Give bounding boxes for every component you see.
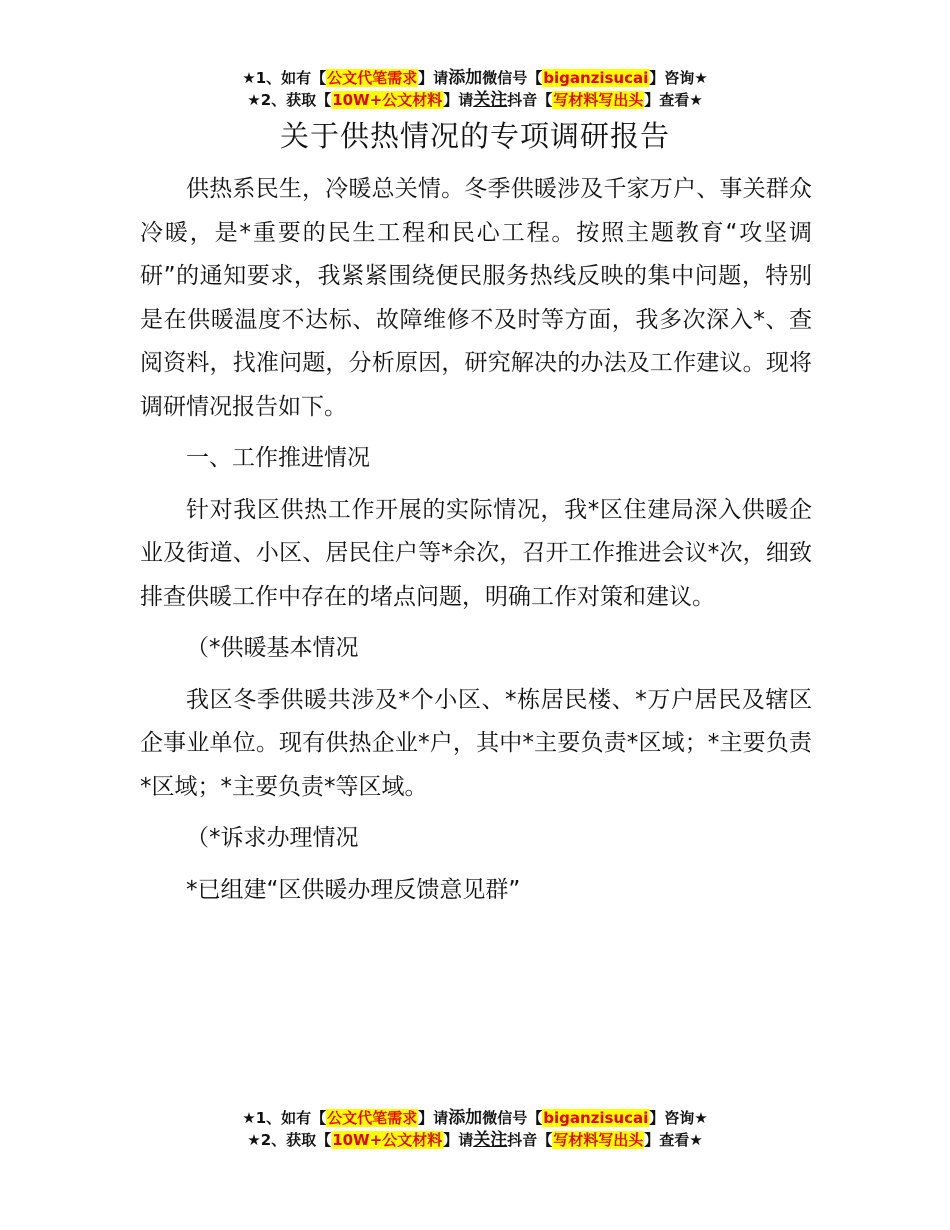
- footer-promo-banner: [0, 1107, 950, 1151]
- promo-line-2: [0, 89, 950, 111]
- promo-text: 微信号【: [482, 1109, 543, 1127]
- promo-text: 关注: [473, 90, 508, 110]
- header-promo-banner: [0, 67, 950, 111]
- document-title: 关于供热情况的专项调研报告: [279, 119, 670, 153]
- paragraph-appeals: *已组建“区供暖办理反馈意见群”: [186, 876, 521, 903]
- document-body: [140, 168, 812, 920]
- promo-text: 】请: [443, 1131, 474, 1149]
- promo-wechat-id: biganzisucai: [543, 1109, 649, 1127]
- section-heading-1: 一、工作推进情况: [186, 445, 370, 471]
- promo-highlight: 公文代笔需求: [327, 1109, 418, 1127]
- promo-text: 】查看★: [644, 91, 703, 109]
- promo-highlight: 写材料写出头: [553, 91, 644, 109]
- promo-text: 添加: [448, 68, 483, 88]
- promo-highlight: 写材料写出头: [553, 1131, 644, 1149]
- promo-text: ★2、获取【: [247, 91, 332, 109]
- promo-text: 添加: [448, 1108, 483, 1128]
- subheading-appeals: （*诉求办理情况: [186, 825, 359, 851]
- promo-text: ★2、获取【: [247, 1131, 332, 1149]
- promo-text: 】请: [418, 1109, 449, 1127]
- promo-text: 】查看★: [644, 1131, 703, 1149]
- promo-text: 抖音【: [507, 1131, 553, 1149]
- promo-highlight: 公文代笔需求: [327, 69, 418, 87]
- promo-highlight: 10W+公文材料: [332, 91, 443, 109]
- paragraph-basic-situation: 我区冬季供暖共涉及*个小区、*栋居民楼、*万户居民及辖区企事业单位。现有供热企业*户，其中*主要负责*区域；*主要负责*区域；*主要负责*等区域。: [140, 686, 812, 800]
- promo-line-2: [0, 1129, 950, 1151]
- promo-text: ★1、如有【: [242, 69, 327, 87]
- promo-wechat-id: biganzisucai: [543, 69, 649, 87]
- promo-text: 】咨询★: [649, 69, 708, 87]
- promo-text: 关注: [473, 1130, 508, 1150]
- promo-text: 】请: [443, 91, 474, 109]
- promo-text: 】请: [418, 69, 449, 87]
- promo-text: ★1、如有【: [242, 1109, 327, 1127]
- promo-text: 】咨询★: [649, 1109, 708, 1127]
- paragraph-intro: 供热系民生，冷暖总关情。冬季供暖涉及千家万户、事关群众冷暖，是*重要的民生工程和民心工程。按照主题教育“攻坚调研”的通知要求，我紧紧围绕便民服务热线反映的集中问题，特别是在供暖温度不达标、故障维修不及时等方面，我多次深入*、查阅资料，找准问题，分析原因，研究解决的办法及工作建议。现将调研情况报告如下。: [140, 176, 812, 420]
- promo-text: 微信号【: [482, 69, 543, 87]
- subheading-basic-situation: （*供暖基本情况: [186, 635, 359, 661]
- promo-text: 抖音【: [507, 91, 553, 109]
- paragraph-work-progress: 针对我区供热工作开展的实际情况，我*区住建局深入供暖企业及街道、小区、居民住户等*余次，召开工作推进会议*次，细致排查供暖工作中存在的堵点问题，明确工作对策和建议。: [140, 496, 812, 610]
- promo-line-1: [0, 1107, 950, 1129]
- promo-highlight: 10W+公文材料: [332, 1131, 443, 1149]
- promo-line-1: [0, 67, 950, 89]
